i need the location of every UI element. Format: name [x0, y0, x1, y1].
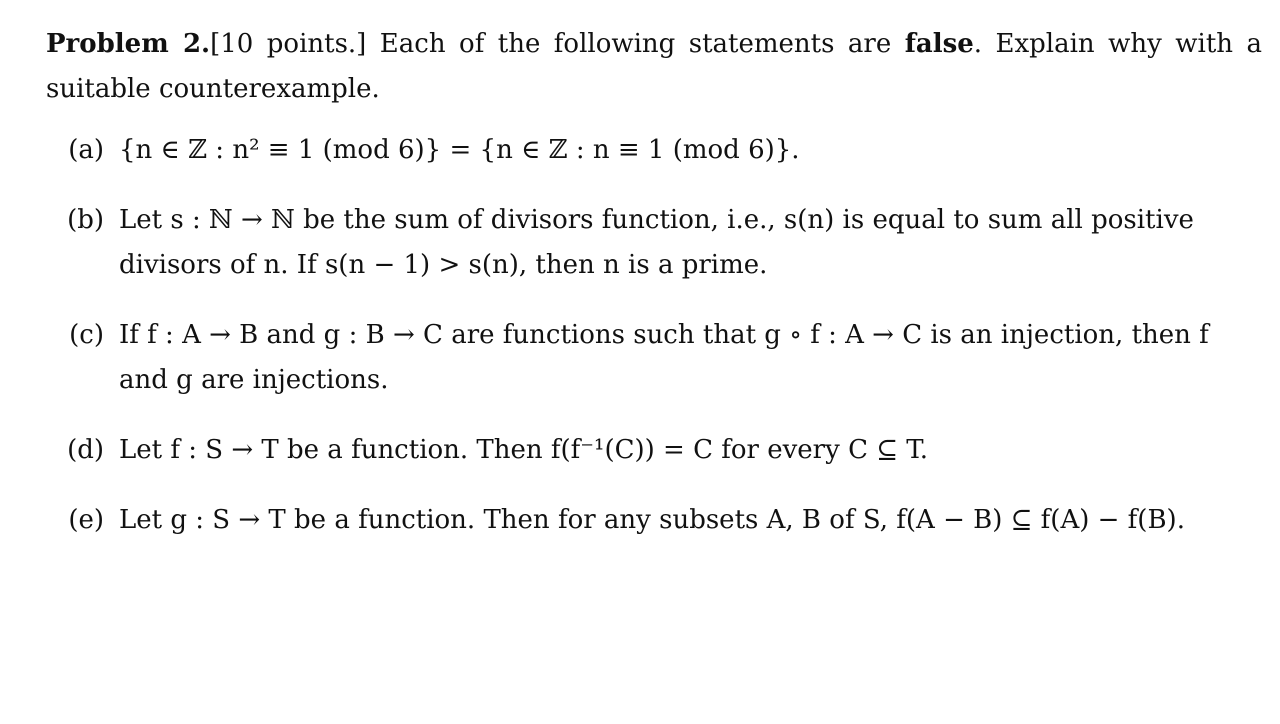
item-label: (b) — [67, 205, 104, 235]
statement-list — [46, 128, 1262, 543]
item-label: (d) — [67, 435, 104, 465]
statement-pre: Each of the following statements are — [379, 29, 905, 59]
item-text: Let f : S → T be a function. Then f(f⁻¹(C)) = C for every C ⊆ T. — [119, 435, 929, 465]
item-label: (a) — [68, 135, 104, 165]
problem-points: [10 points.] — [210, 29, 367, 59]
statement-post: . Explain why with a suitable counterexample. — [46, 29, 1262, 104]
statement-bold: false — [904, 29, 974, 59]
item-label: (e) — [68, 505, 104, 535]
problem-label: Problem 2. — [46, 29, 211, 59]
statement-item-b — [46, 198, 1262, 288]
problem-page — [46, 22, 1262, 568]
statement-item-c — [46, 313, 1262, 403]
statement-item-e — [46, 498, 1262, 543]
item-text: If f : A → B and g : B → C are functions such that g ∘ f : A → C is an injection, then f and g are injections. — [119, 320, 1209, 395]
item-text: {n ∈ ℤ : n² ≡ 1 (mod 6)} = {n ∈ ℤ : n ≡ 1 (mod 6)}. — [119, 135, 800, 165]
item-label: (c) — [69, 320, 104, 350]
problem-intro — [46, 22, 1262, 112]
item-text: Let g : S → T be a function. Then for any subsets A, B of S, f(A − B) ⊆ f(A) − f(B). — [119, 505, 1185, 535]
statement-item-d — [46, 428, 1262, 473]
item-text: Let s : ℕ → ℕ be the sum of divisors function, i.e., s(n) is equal to sum all positive divisors of n. If s(n − 1) > s(n), then n is a prime. — [119, 205, 1194, 280]
statement-item-a — [46, 128, 1262, 173]
